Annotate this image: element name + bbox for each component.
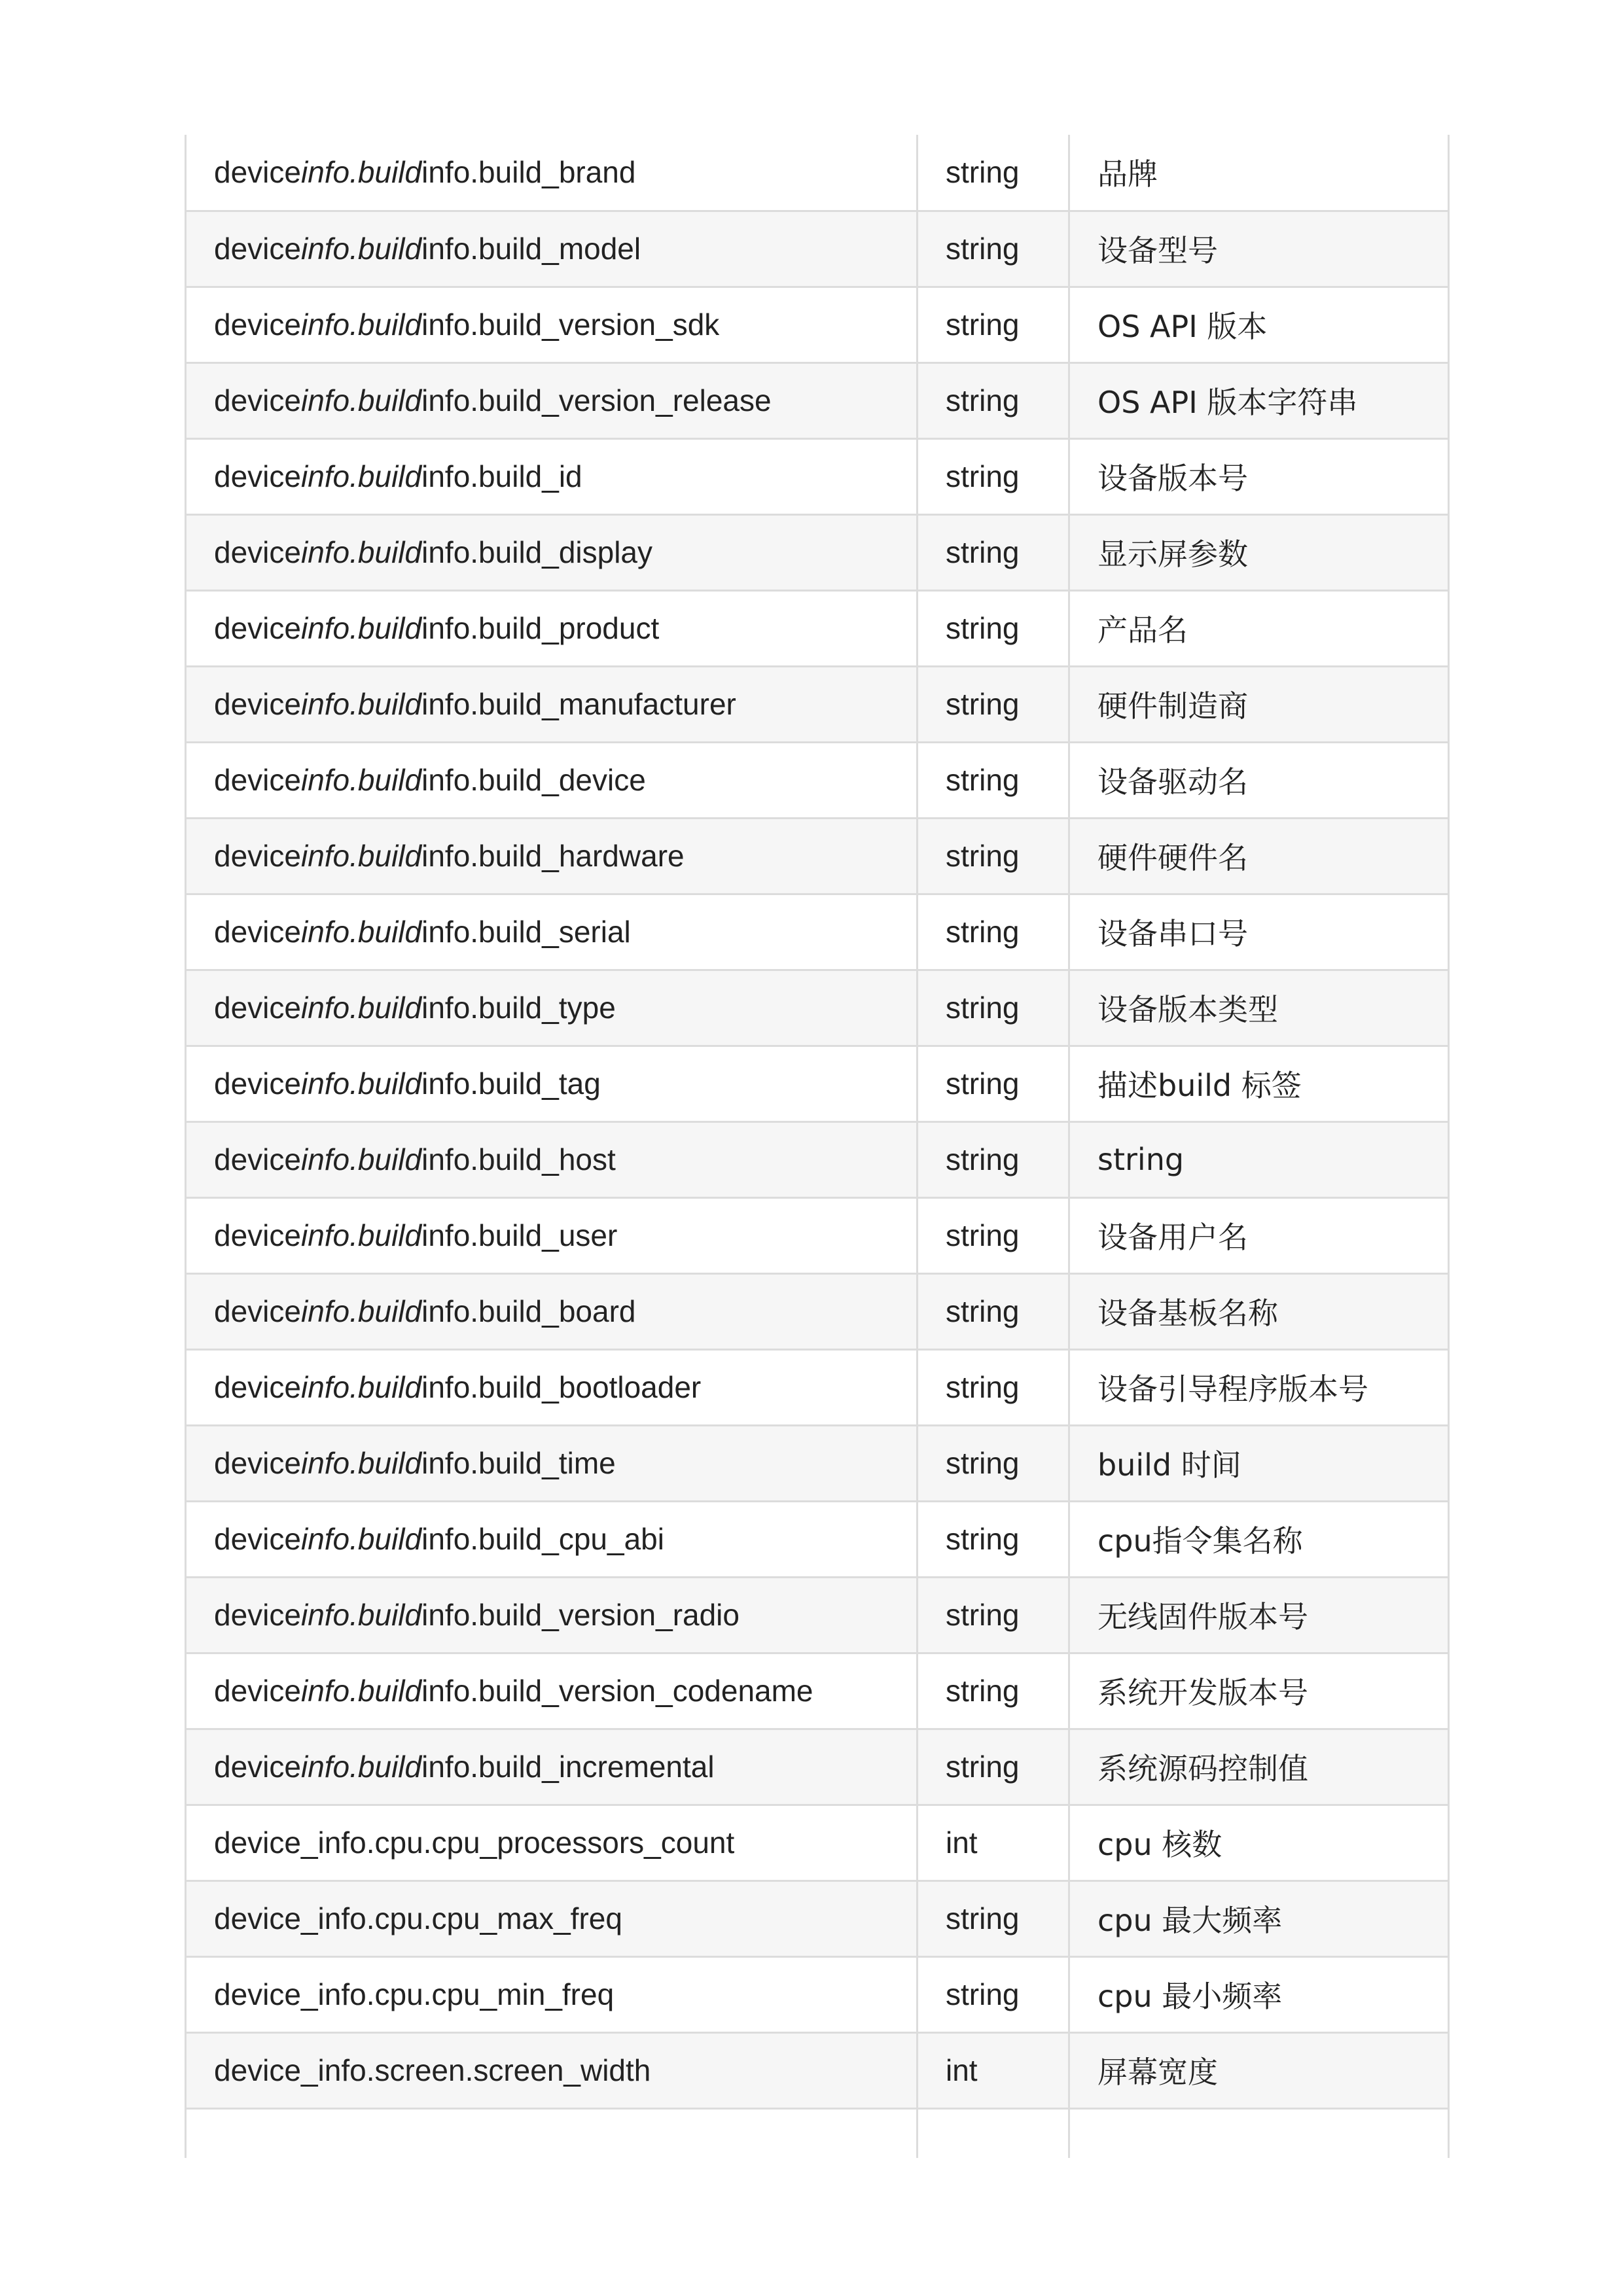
table-row — [186, 818, 1449, 894]
field-name-text: info.build_user — [421, 1218, 618, 1252]
field-name-text: info.build_version_sdk — [421, 308, 720, 342]
field-type-cell: string — [918, 742, 1069, 818]
field-name-italic: info.build — [300, 1522, 422, 1556]
field-name-text: info.build_type — [421, 991, 616, 1025]
field-type-cell: string — [918, 894, 1069, 970]
field-name-cell — [186, 135, 918, 211]
table-row — [186, 970, 1449, 1046]
field-description-cell: 设备引导程序版本号 — [1069, 1349, 1449, 1425]
field-name-text: device_info.cpu.cpu_min_freq — [214, 1977, 615, 2011]
field-table-body — [186, 135, 1449, 2158]
field-name-text: device — [214, 1446, 301, 1480]
field-name-cell — [186, 1956, 918, 2032]
field-name-cell — [186, 438, 918, 514]
field-description-cell: 品牌 — [1069, 135, 1449, 211]
field-description-cell: OS API 版本 — [1069, 287, 1449, 362]
field-type-cell: string — [918, 1956, 1069, 2032]
field-name-italic: info.build — [300, 687, 422, 721]
field-description-cell: cpu 最小频率 — [1069, 1956, 1449, 2032]
field-name-text: info.build_time — [421, 1446, 616, 1480]
field-name-cell — [186, 818, 918, 894]
field-description-cell: build 时间 — [1069, 1425, 1449, 1501]
field-name-italic: info.build — [300, 1067, 422, 1101]
field-description-cell: 设备串口号 — [1069, 894, 1449, 970]
field-description-cell: cpu指令集名称 — [1069, 1501, 1449, 1577]
field-name-cell — [186, 514, 918, 590]
field-name-text: device — [214, 763, 301, 797]
field-name-cell — [186, 1122, 918, 1197]
field-name-text: device_info.cpu.cpu_processors_count — [214, 1826, 735, 1860]
table-row — [186, 135, 1449, 211]
field-name-text: device — [214, 383, 301, 417]
field-name-cell — [186, 894, 918, 970]
field-name-text: info.build_serial — [421, 915, 631, 949]
field-name-cell — [186, 211, 918, 287]
field-description-cell: 系统源码控制值 — [1069, 1729, 1449, 1805]
field-name-text: device — [214, 839, 301, 873]
table-row-continued — [186, 2108, 1449, 2158]
table-row — [186, 894, 1449, 970]
field-type-cell: string — [918, 1273, 1069, 1349]
field-name-text: info.build_id — [421, 459, 582, 493]
table-row — [186, 1956, 1449, 2032]
table-row — [186, 2032, 1449, 2108]
field-name-text: device — [214, 1598, 301, 1632]
empty-cell — [918, 2108, 1069, 2158]
field-name-cell — [186, 2032, 918, 2108]
field-description-cell: 设备基板名称 — [1069, 1273, 1449, 1349]
field-description-cell: 硬件制造商 — [1069, 666, 1449, 742]
field-name-text: info.build_model — [421, 232, 641, 266]
field-description-cell: 设备版本号 — [1069, 438, 1449, 514]
field-name-italic: info.build — [300, 1370, 422, 1404]
field-type-cell: string — [918, 1425, 1069, 1501]
field-name-cell — [186, 362, 918, 438]
table-row — [186, 1501, 1449, 1577]
field-name-italic: info.build — [300, 1218, 422, 1252]
field-name-cell — [186, 1349, 918, 1425]
field-name-cell — [186, 970, 918, 1046]
field-type-cell: string — [918, 1577, 1069, 1653]
field-name-cell — [186, 1197, 918, 1273]
field-name-cell — [186, 1805, 918, 1881]
field-name-italic: info.build — [300, 991, 422, 1025]
field-name-text: device_info.screen.screen_width — [214, 2053, 651, 2087]
field-name-text: info.build_version_radio — [421, 1598, 740, 1632]
field-name-text: info.build_host — [421, 1142, 616, 1176]
field-description-cell: 系统开发版本号 — [1069, 1653, 1449, 1729]
field-name-italic: info.build — [300, 308, 422, 342]
table-row — [186, 666, 1449, 742]
field-description-cell: cpu 最大频率 — [1069, 1881, 1449, 1956]
field-name-italic: info.build — [300, 383, 422, 417]
field-name-italic: info.build — [300, 459, 422, 493]
field-name-text: device — [214, 1142, 301, 1176]
field-type-cell: string — [918, 1653, 1069, 1729]
field-name-text: info.build_cpu_abi — [421, 1522, 664, 1556]
field-type-cell: string — [918, 818, 1069, 894]
field-name-text: device — [214, 1294, 301, 1328]
field-description-cell: 显示屏参数 — [1069, 514, 1449, 590]
field-type-cell: string — [918, 590, 1069, 666]
field-type-cell: string — [918, 1349, 1069, 1425]
field-type-cell: int — [918, 1805, 1069, 1881]
field-description-cell: 描述build 标签 — [1069, 1046, 1449, 1122]
field-name-text: device — [214, 991, 301, 1025]
table-row — [186, 514, 1449, 590]
empty-cell — [186, 2108, 918, 2158]
field-type-cell: string — [918, 1729, 1069, 1805]
field-name-text: info.build_hardware — [421, 839, 685, 873]
field-name-cell — [186, 1881, 918, 1956]
field-name-cell — [186, 1425, 918, 1501]
field-name-text: device — [214, 1218, 301, 1252]
field-name-italic: info.build — [300, 611, 422, 645]
field-name-text: device — [214, 687, 301, 721]
field-type-cell: string — [918, 1046, 1069, 1122]
field-name-cell — [186, 287, 918, 362]
field-name-italic: info.build — [300, 763, 422, 797]
field-type-cell: string — [918, 666, 1069, 742]
field-name-text: info.build_version_codename — [421, 1674, 813, 1708]
table-row — [186, 287, 1449, 362]
field-type-cell: string — [918, 287, 1069, 362]
field-name-italic: info.build — [300, 1750, 422, 1784]
field-name-text: device — [214, 1370, 301, 1404]
field-name-text: info.build_board — [421, 1294, 636, 1328]
field-name-text: device — [214, 611, 301, 645]
field-type-cell: string — [918, 1197, 1069, 1273]
table-row — [186, 1805, 1449, 1881]
table-row — [186, 1046, 1449, 1122]
field-name-italic: info.build — [300, 1142, 422, 1176]
field-name-text: info.build_product — [421, 611, 660, 645]
table-row — [186, 1577, 1449, 1653]
field-type-cell: string — [918, 970, 1069, 1046]
field-name-italic: info.build — [300, 1446, 422, 1480]
field-type-cell: string — [918, 438, 1069, 514]
field-name-italic: info.build — [300, 1674, 422, 1708]
field-name-italic: info.build — [300, 1598, 422, 1632]
field-name-cell — [186, 666, 918, 742]
field-description-cell: 产品名 — [1069, 590, 1449, 666]
field-name-text: device — [214, 308, 301, 342]
field-name-text: device — [214, 1067, 301, 1101]
field-name-text: info.build_version_release — [421, 383, 772, 417]
field-name-text: info.build_device — [421, 763, 646, 797]
table-row — [186, 1122, 1449, 1197]
field-name-text: device — [214, 1750, 301, 1784]
table-row — [186, 438, 1449, 514]
field-description-cell: 设备驱动名 — [1069, 742, 1449, 818]
table-row — [186, 1349, 1449, 1425]
field-name-text: device — [214, 155, 301, 190]
field-type-cell: string — [918, 1881, 1069, 1956]
field-type-cell: string — [918, 211, 1069, 287]
table-row — [186, 1729, 1449, 1805]
field-name-text: device — [214, 1674, 301, 1708]
field-name-cell — [186, 590, 918, 666]
table-row — [186, 1653, 1449, 1729]
field-name-italic: info.build — [300, 839, 422, 873]
field-name-text: device — [214, 915, 301, 949]
field-name-text: device — [214, 1522, 301, 1556]
field-name-text: info.build_tag — [421, 1067, 601, 1101]
table-row — [186, 362, 1449, 438]
field-name-text: info.build_display — [421, 535, 653, 569]
field-type-cell: string — [918, 362, 1069, 438]
field-type-cell: string — [918, 514, 1069, 590]
field-name-text: info.build_bootloader — [421, 1370, 702, 1404]
field-table — [185, 135, 1450, 2158]
field-name-italic: info.build — [300, 915, 422, 949]
field-type-cell: string — [918, 1501, 1069, 1577]
field-type-cell: string — [918, 1122, 1069, 1197]
table-row — [186, 1425, 1449, 1501]
field-type-cell: string — [918, 135, 1069, 211]
field-name-cell — [186, 1501, 918, 1577]
field-description-cell: OS API 版本字符串 — [1069, 362, 1449, 438]
field-name-cell — [186, 1653, 918, 1729]
empty-cell — [1069, 2108, 1449, 2158]
field-name-text: device — [214, 535, 301, 569]
field-name-cell — [186, 1273, 918, 1349]
field-name-italic: info.build — [300, 232, 422, 266]
table-row — [186, 1197, 1449, 1273]
table-row — [186, 590, 1449, 666]
field-name-cell — [186, 1046, 918, 1122]
field-name-italic: info.build — [300, 155, 422, 190]
field-description-cell: 硬件硬件名 — [1069, 818, 1449, 894]
field-name-text: info.build_brand — [421, 155, 636, 190]
field-name-text: info.build_incremental — [421, 1750, 715, 1784]
field-description-cell: string — [1069, 1122, 1449, 1197]
table-row — [186, 1273, 1449, 1349]
field-name-text: device_info.cpu.cpu_max_freq — [214, 1901, 622, 1935]
field-name-cell — [186, 742, 918, 818]
field-name-text: device — [214, 232, 301, 266]
field-description-cell: 设备版本类型 — [1069, 970, 1449, 1046]
field-name-cell — [186, 1729, 918, 1805]
field-type-cell: int — [918, 2032, 1069, 2108]
table-row — [186, 1881, 1449, 1956]
field-name-cell — [186, 1577, 918, 1653]
table-row — [186, 742, 1449, 818]
field-name-text: device — [214, 459, 301, 493]
field-description-cell: 设备型号 — [1069, 211, 1449, 287]
field-description-cell: cpu 核数 — [1069, 1805, 1449, 1881]
field-name-text: info.build_manufacturer — [421, 687, 736, 721]
field-description-cell: 设备用户名 — [1069, 1197, 1449, 1273]
field-name-italic: info.build — [300, 535, 422, 569]
field-description-cell: 无线固件版本号 — [1069, 1577, 1449, 1653]
field-description-cell: 屏幕宽度 — [1069, 2032, 1449, 2108]
field-name-italic: info.build — [300, 1294, 422, 1328]
table-row — [186, 211, 1449, 287]
